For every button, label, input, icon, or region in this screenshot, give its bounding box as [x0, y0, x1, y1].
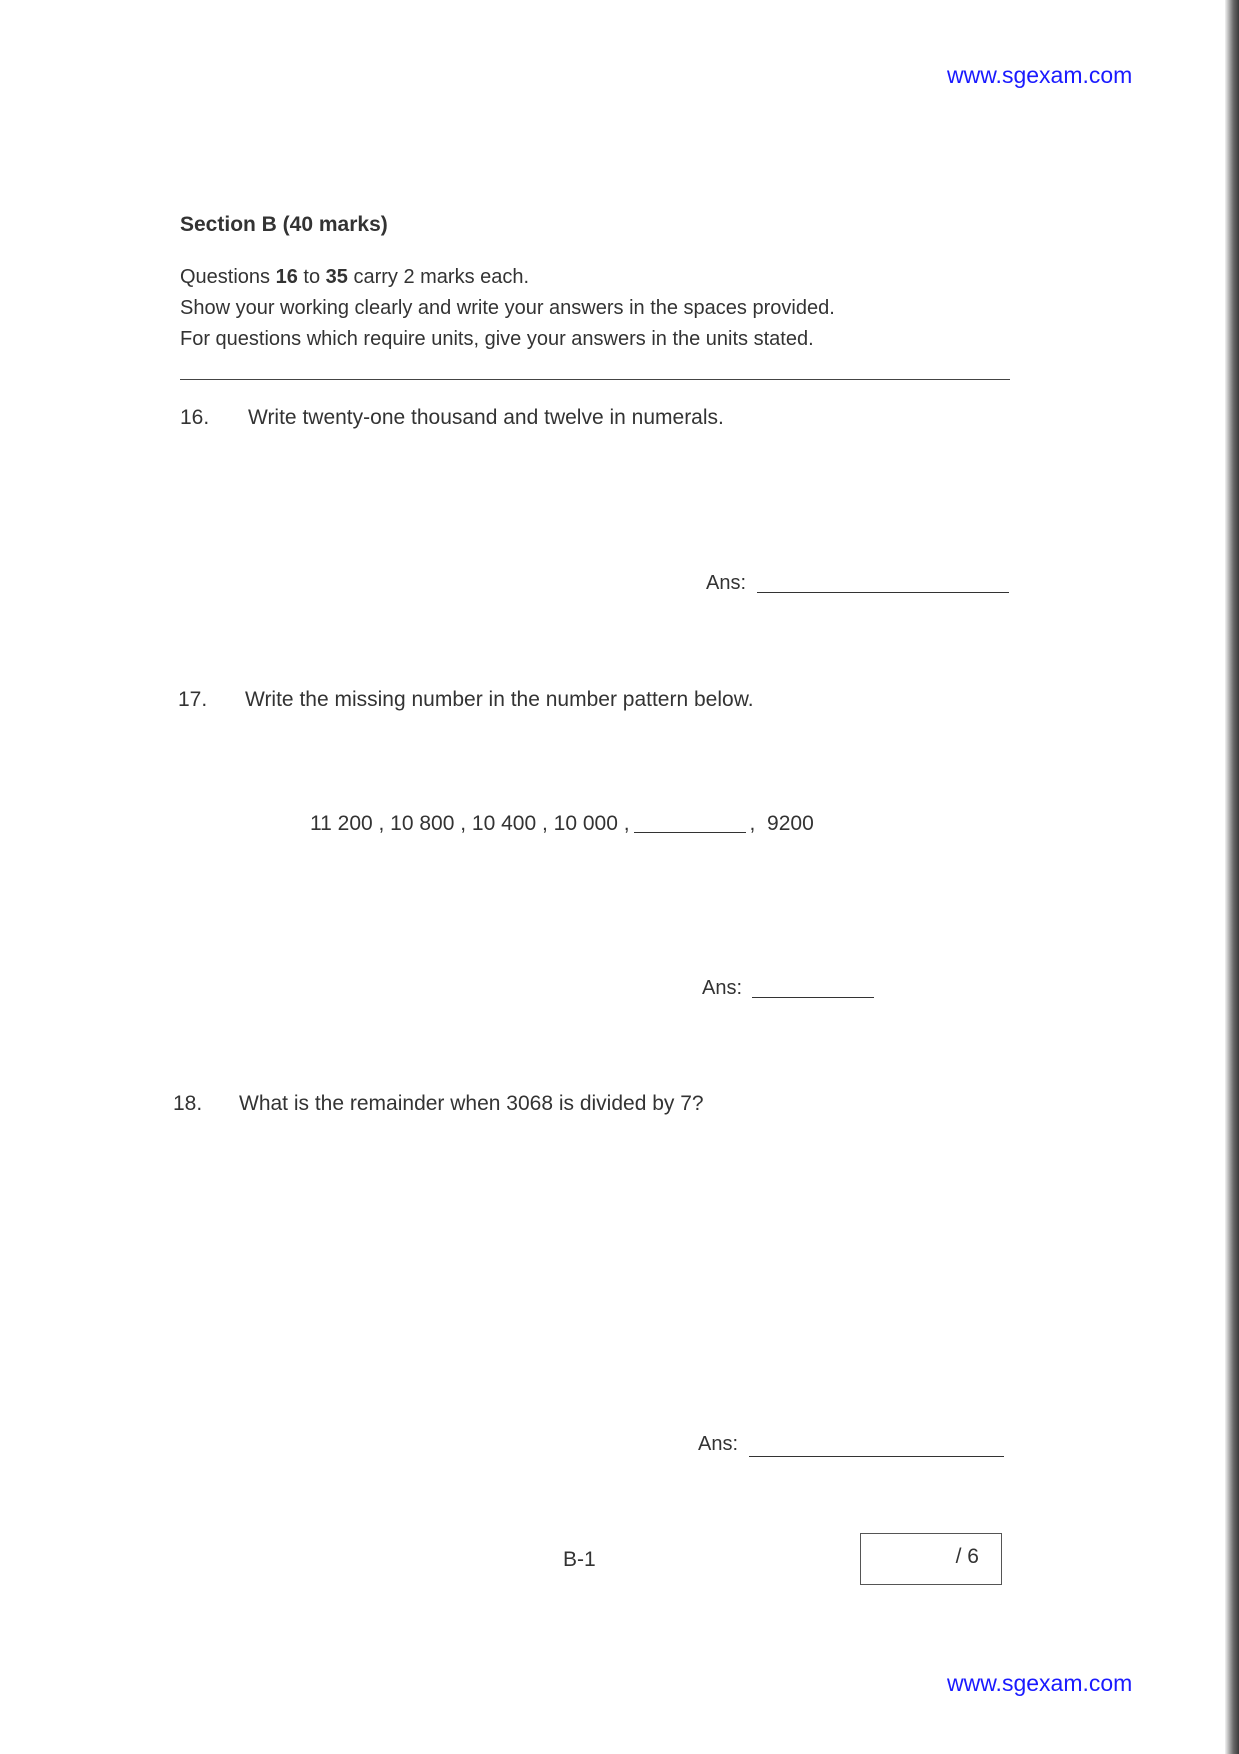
question-17-answer-label: Ans: [702, 977, 743, 999]
question-18-answer-line[interactable] [749, 1456, 1004, 1457]
section-title: Section B (40 marks) [180, 213, 388, 236]
watermark-bottom: www.sgexam.com [947, 1670, 1133, 1696]
question-16-answer-label: Ans: [706, 572, 747, 594]
question-18-number: 18. [173, 1092, 203, 1115]
page-number: B-1 [563, 1548, 596, 1571]
section-divider [180, 379, 1010, 380]
question-18-answer-label: Ans: [698, 1433, 739, 1455]
scan-page-edge [1225, 0, 1239, 1754]
number-pattern-blank[interactable] [634, 832, 746, 833]
question-17-text: Write the missing number in the number pattern below. [245, 688, 754, 711]
score-box [860, 1533, 1002, 1585]
question-16-number: 16. [180, 406, 210, 429]
number-pattern-before: 11 200 , 10 800 , 10 400 , 10 000 , [310, 812, 630, 835]
question-17-number: 17. [178, 688, 208, 711]
number-pattern [310, 812, 814, 836]
question-16-text: Write twenty-one thousand and twelve in numerals. [248, 406, 724, 429]
number-pattern-after: , 9200 [749, 812, 814, 835]
instruction-line-2: Show your working clearly and write your answers in the spaces provided. [180, 297, 835, 319]
question-17-answer-line[interactable] [752, 997, 874, 998]
instruction-line-1: Questions 16 to 35 carry 2 marks each. [180, 266, 530, 288]
instruction-line-3: For questions which require units, give your answers in the units stated. [180, 328, 814, 350]
watermark-top: www.sgexam.com [947, 62, 1133, 88]
instructions [180, 262, 835, 355]
question-16-answer-line[interactable] [757, 592, 1009, 593]
score-text: / 6 [955, 1545, 979, 1568]
question-18-text: What is the remainder when 3068 is divided by 7? [239, 1092, 704, 1115]
